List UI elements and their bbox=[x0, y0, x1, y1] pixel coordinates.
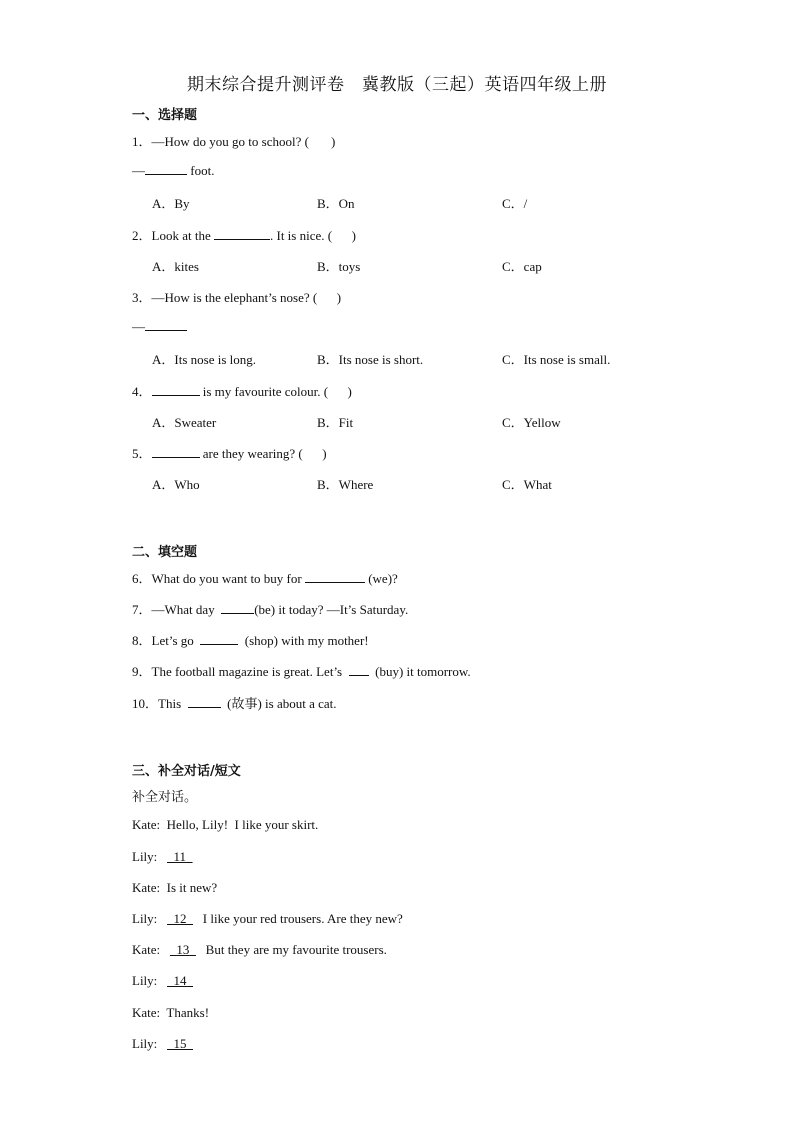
question-6 bbox=[132, 568, 398, 587]
option-b[interactable]: B．toys bbox=[317, 259, 361, 274]
answer-blank[interactable] bbox=[305, 570, 365, 583]
question-number: 10． bbox=[132, 696, 159, 711]
question-number: 2． bbox=[132, 228, 152, 243]
question-number: 7． bbox=[132, 602, 152, 617]
question-text: foot. bbox=[187, 163, 215, 178]
dialogue-line bbox=[132, 849, 193, 865]
question-7 bbox=[132, 599, 408, 618]
dialogue-intro: 补全对话。 bbox=[132, 790, 198, 805]
question-text: What do you want to buy for bbox=[151, 571, 305, 586]
question-text: —How is the elephant’s nose? ( ) bbox=[151, 290, 342, 305]
option-a[interactable]: A．Who bbox=[152, 477, 200, 492]
question-number: 9． bbox=[132, 664, 152, 679]
question-text-end: (故事) is about a cat. bbox=[220, 696, 337, 711]
option-a[interactable]: A．kites bbox=[152, 259, 199, 274]
dialogue-text: I like your red trousers. Are they new? bbox=[202, 911, 403, 926]
option-c[interactable]: C．cap bbox=[502, 259, 542, 274]
answer-blank[interactable] bbox=[200, 632, 238, 645]
question-text-end: ) bbox=[330, 134, 336, 149]
answer-blank[interactable] bbox=[145, 318, 187, 331]
speaker: Lily: bbox=[132, 973, 158, 988]
question-3 bbox=[132, 287, 341, 306]
answer-blank[interactable] bbox=[167, 911, 193, 926]
answer-blank[interactable] bbox=[145, 162, 187, 175]
options-q2 bbox=[152, 256, 712, 274]
question-2 bbox=[132, 225, 356, 244]
option-b[interactable]: B．Its nose is short. bbox=[317, 352, 424, 367]
speaker: Kate: bbox=[132, 1005, 161, 1020]
question-text: This bbox=[158, 696, 188, 711]
speaker: Kate: bbox=[132, 880, 161, 895]
question-text-end: (be) it today? —It’s Saturday. bbox=[254, 602, 409, 617]
answer-blank[interactable] bbox=[167, 849, 193, 864]
dialogue-line bbox=[132, 1005, 209, 1021]
dialogue-line bbox=[132, 1036, 193, 1052]
answer-blank[interactable] bbox=[214, 227, 270, 240]
question-text-end: (buy) it tomorrow. bbox=[368, 664, 471, 679]
dialogue-line bbox=[132, 973, 193, 989]
question-text-end: (shop) with my mother! bbox=[238, 633, 369, 648]
blank-number: 14 bbox=[173, 973, 187, 988]
option-b[interactable]: B．On bbox=[317, 196, 355, 211]
question-5 bbox=[132, 443, 327, 462]
dash: — bbox=[132, 163, 145, 178]
question-number: 6． bbox=[132, 571, 152, 586]
page-title: 期末综合提升测评卷 冀教版（三起）英语四年级上册 bbox=[187, 75, 607, 94]
answer-blank[interactable] bbox=[221, 601, 254, 614]
question-3-line2 bbox=[132, 318, 187, 335]
question-text: The football magazine is great. Let’s bbox=[151, 664, 349, 679]
question-number: 5． bbox=[132, 446, 152, 461]
question-text: Look at the bbox=[151, 228, 214, 243]
question-number: 3． bbox=[132, 290, 152, 305]
answer-blank[interactable] bbox=[188, 695, 221, 708]
dialogue-text: Is it new? bbox=[166, 880, 218, 895]
dialogue-line bbox=[132, 911, 403, 927]
dialogue-text: But they are my favourite trousers. bbox=[205, 942, 387, 957]
question-text: are they wearing? ( ) bbox=[199, 446, 327, 461]
answer-blank[interactable] bbox=[349, 663, 369, 676]
question-text: Let’s go bbox=[151, 633, 201, 648]
answer-blank[interactable] bbox=[170, 942, 196, 957]
question-text: —What day bbox=[151, 602, 222, 617]
options-q1 bbox=[152, 193, 712, 211]
question-10 bbox=[132, 693, 337, 712]
question-1-line2 bbox=[132, 162, 214, 179]
option-b[interactable]: B．Fit bbox=[317, 415, 354, 430]
section-heading-choice: 一、选择题 bbox=[132, 108, 198, 123]
question-number: 4． bbox=[132, 384, 152, 399]
speaker: Lily: bbox=[132, 849, 158, 864]
options-q5 bbox=[152, 474, 712, 492]
option-c[interactable]: C．Its nose is small. bbox=[502, 352, 611, 367]
dash: — bbox=[132, 319, 145, 334]
option-c[interactable]: C．/ bbox=[502, 196, 528, 211]
speaker: Lily: bbox=[132, 911, 158, 926]
question-text: is my favourite colour. ( ) bbox=[199, 384, 352, 399]
question-number: 1． bbox=[132, 134, 152, 149]
section-heading-fill: 二、填空题 bbox=[132, 545, 198, 560]
answer-blank[interactable] bbox=[167, 973, 193, 988]
blank-number: 12 bbox=[173, 911, 187, 926]
dialogue-line bbox=[132, 942, 387, 958]
question-1 bbox=[132, 131, 335, 150]
speaker: Lily: bbox=[132, 1036, 158, 1051]
answer-blank[interactable] bbox=[152, 445, 200, 458]
question-8 bbox=[132, 630, 369, 649]
blank-number: 15 bbox=[173, 1036, 187, 1051]
option-a[interactable]: A．Sweater bbox=[152, 415, 217, 430]
question-number: 8． bbox=[132, 633, 152, 648]
dialogue-text: Hello, Lily! I like your skirt. bbox=[166, 817, 319, 832]
question-4 bbox=[132, 381, 352, 400]
answer-blank[interactable] bbox=[152, 383, 200, 396]
question-9 bbox=[132, 661, 471, 680]
question-text-end: (we)? bbox=[364, 571, 398, 586]
speaker: Kate: bbox=[132, 942, 161, 957]
option-c[interactable]: C．What bbox=[502, 477, 552, 492]
question-text-end: . It is nice. ( ) bbox=[269, 228, 356, 243]
options-q3 bbox=[152, 349, 712, 367]
dialogue-line bbox=[132, 880, 217, 896]
option-a[interactable]: A．Its nose is long. bbox=[152, 352, 257, 367]
blank-number: 13 bbox=[176, 942, 190, 957]
speaker: Kate: bbox=[132, 817, 161, 832]
question-text: —How do you go to school? ( bbox=[151, 134, 309, 149]
option-b[interactable]: B．Where bbox=[317, 477, 374, 492]
options-q4 bbox=[152, 412, 712, 430]
section-heading-dialogue: 三、补全对话/短文 bbox=[132, 764, 241, 779]
option-a[interactable]: A．By bbox=[152, 196, 190, 211]
dialogue-text: Thanks! bbox=[166, 1005, 210, 1020]
dialogue-line bbox=[132, 817, 318, 833]
blank-number: 11 bbox=[173, 849, 187, 864]
option-c[interactable]: C．Yellow bbox=[502, 415, 561, 430]
answer-blank[interactable] bbox=[167, 1036, 193, 1051]
